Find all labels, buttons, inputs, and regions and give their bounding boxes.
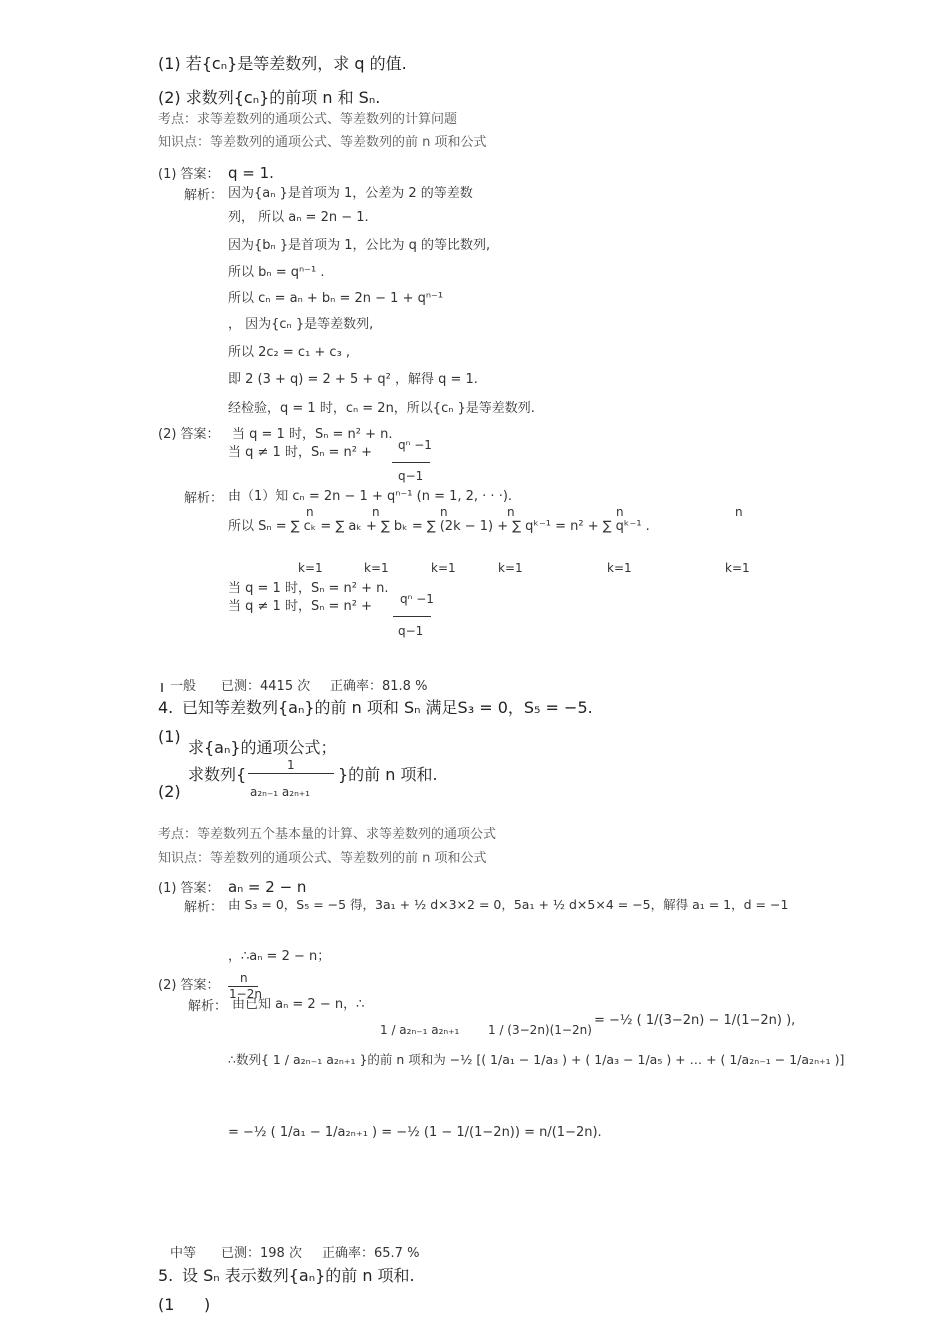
q4-part2-fraction-bar xyxy=(248,773,334,774)
q4-stat-tested: 已测：198 次 xyxy=(221,1246,302,1261)
q3-kaodian: 考点：求等差数列的通项公式、等差数列的计算问题 xyxy=(158,112,458,127)
q5-number: 5. xyxy=(158,1266,174,1285)
q4-kaodian: 考点：等差数列五个基本量的计算、求等差数列的通项公式 xyxy=(158,827,497,842)
q4-answer1-label: (1) 答案： xyxy=(158,881,220,896)
sum5-upper: n xyxy=(616,505,624,519)
sum3-lower: k=1 xyxy=(431,561,456,575)
q4-part2-label: (2) xyxy=(158,782,181,801)
q3-step5: 所以 cₙ = aₙ + bₙ = 2n − 1 + qⁿ⁻¹ xyxy=(228,291,444,306)
q4-zhishidian: 知识点：等差数列的通项公式、等差数列的前 n 项和公式 xyxy=(158,851,487,866)
q3-stat-level: 一般 xyxy=(170,679,197,694)
q3-part2-denominator: q−1 xyxy=(398,624,424,638)
q3-part2: (2) 求数列{cₙ}的前项 n 和 Sₙ. xyxy=(158,88,381,107)
q4-jiexi1-line2: ，∴aₙ = 2 − n； xyxy=(228,949,331,964)
q4-stat-level: 中等 xyxy=(170,1246,197,1261)
q3-zhishidian: 知识点：等差数列的通项公式、等差数列的前 n 项和公式 xyxy=(158,135,487,150)
sum6-upper: n xyxy=(735,505,743,519)
q3-part2-step3: 当 q = 1 时，Sₙ = n² + n. xyxy=(228,581,389,596)
q3-stat-rate: 正确率：81.8 % xyxy=(330,679,428,694)
q3-step9: 经检验，q = 1 时，cₙ = 2n，所以{cₙ }是等差数列. xyxy=(228,401,535,416)
q3-step4: 所以 bₙ = qⁿ⁻¹ . xyxy=(228,265,325,280)
q3-answer2-denominator: q−1 xyxy=(398,469,424,483)
sum4-lower: k=1 xyxy=(498,561,523,575)
q4-jiexi2-line1: 由已知 aₙ = 2 − n，∴ xyxy=(232,997,365,1012)
q3-part2-fraction-bar xyxy=(393,616,431,617)
q4-number: 4. xyxy=(158,698,174,717)
q4-jiexi2-frac1: 1 / a₂ₙ₋₁ a₂ₙ₊₁ xyxy=(380,1023,460,1037)
q3-part2-step2: 所以 Sₙ = ∑ cₖ = ∑ aₖ + ∑ bₖ = ∑ (2k − 1) + ∑ qᵏ⁻¹ = n² + ∑ qᵏ⁻¹ . xyxy=(228,519,650,534)
q3-jiexi2-label: 解析： xyxy=(184,491,224,506)
q3-answer2-label: (2) 答案： xyxy=(158,427,220,442)
q4-part1-label: (1) xyxy=(158,727,181,746)
sum2-upper: n xyxy=(372,505,380,519)
q3-answer2-line1: 当 q = 1 时，Sₙ = n² + n. xyxy=(232,427,393,442)
q4-jiexi2-label: 解析： xyxy=(188,999,228,1014)
q3-part1: (1) 若{cₙ}是等差数列，求 q 的值. xyxy=(158,54,407,73)
q3-jiexi-label: 解析： xyxy=(184,188,224,203)
q4-part1: 求{aₙ}的通项公式； xyxy=(188,738,337,757)
sum5-lower: k=1 xyxy=(607,561,632,575)
q3-answer1-value: q = 1. xyxy=(228,164,274,182)
q4-part2-prefix: 求数列{ xyxy=(188,765,247,784)
q4-answer2-label: (2) 答案： xyxy=(158,978,220,993)
q3-part2-step1: 由（1）知 cₙ = 2n − 1 + qⁿ⁻¹ (n = 1, 2, · · ·). xyxy=(228,489,513,504)
q4-stem: 已知等差数列{aₙ}的前 n 项和 Sₙ 满足S₃ = 0，S₅ = −5. xyxy=(182,698,593,717)
sum3-upper: n xyxy=(440,505,448,519)
q3-stat-tested: 已测：4415 次 xyxy=(221,679,311,694)
q4-stat-rate: 正确率：65.7 % xyxy=(322,1246,420,1261)
q3-step2: 列， 所以 aₙ = 2n − 1. xyxy=(228,210,369,225)
q4-jiexi1-line1: 由 S₃ = 0，S₅ = −5 得，3a₁ + ½ d×3×2 = 0，5a₁ + ½ d×5×4 = −5，解得 a₁ = 1，d = −1 xyxy=(228,897,789,912)
q4-part2-numerator: 1 xyxy=(287,758,295,772)
q4-answer2-denominator: 1−2n xyxy=(229,987,262,1001)
q5-part1-close: ) xyxy=(204,1295,211,1314)
sum1-lower: k=1 xyxy=(298,561,323,575)
q3-answer2-fraction-bar xyxy=(392,462,430,463)
q4-jiexi2-line3: = −½ ( 1/a₁ − 1/a₂ₙ₊₁ ) = −½ (1 − 1/(1−2n)) = n/(1−2n). xyxy=(228,1125,602,1140)
q4-answer2-numerator: n xyxy=(240,971,248,985)
q4-jiexi-label: 解析： xyxy=(184,900,224,915)
q4-answer1-value: aₙ = 2 − n xyxy=(228,878,307,896)
q3-step7: 所以 2c₂ = c₁ + c₃ , xyxy=(228,345,351,360)
sum1-upper: n xyxy=(306,505,314,519)
q3-step1: 因为{aₙ }是首项为 1，公差为 2 的等差数 xyxy=(228,186,473,201)
q3-step3: 因为{bₙ }是首项为 1，公比为 q 的等比数列, xyxy=(228,238,491,253)
sum2-lower: k=1 xyxy=(364,561,389,575)
level-marker xyxy=(161,683,163,692)
q3-step6: ， 因为{cₙ }是等差数列, xyxy=(228,317,374,332)
q5-stem: 设 Sₙ 表示数列{aₙ}的前 n 项和. xyxy=(182,1266,415,1285)
q3-part2-numerator: qⁿ −1 xyxy=(400,592,434,606)
q4-jiexi2-line2: ∴数列{ 1 / a₂ₙ₋₁ a₂ₙ₊₁ }的前 n 项和为 −½ [( 1/a₁ − 1/a₃ ) + ( 1/a₃ − 1/a₅ ) + … + ( 1/a₂ₙ₋₁ − 1/a₂ₙ₊₁ )] xyxy=(228,1052,845,1067)
q4-part2-denominator: a₂ₙ₋₁ a₂ₙ₊₁ xyxy=(250,785,310,799)
sum6-lower: k=1 xyxy=(725,561,750,575)
q3-answer1-label: (1) 答案： xyxy=(158,167,220,182)
q5-part1-label: (1 xyxy=(158,1295,175,1314)
q3-part2-step4: 当 q ≠ 1 时，Sₙ = n² + xyxy=(228,599,373,614)
sum4-upper: n xyxy=(507,505,515,519)
q3-step8: 即 2 (3 + q) = 2 + 5 + q² ，解得 q = 1. xyxy=(228,372,478,387)
q4-jiexi2-tail: = −½ ( 1/(3−2n) − 1/(1−2n) ), xyxy=(594,1013,796,1028)
q4-jiexi2-frac2: 1 / (3−2n)(1−2n) xyxy=(488,1023,592,1037)
q3-answer2-numerator: qⁿ −1 xyxy=(398,438,432,452)
q4-part2-suffix: }的前 n 项和. xyxy=(338,765,438,784)
q3-answer2-line2: 当 q ≠ 1 时，Sₙ = n² + xyxy=(228,445,373,460)
